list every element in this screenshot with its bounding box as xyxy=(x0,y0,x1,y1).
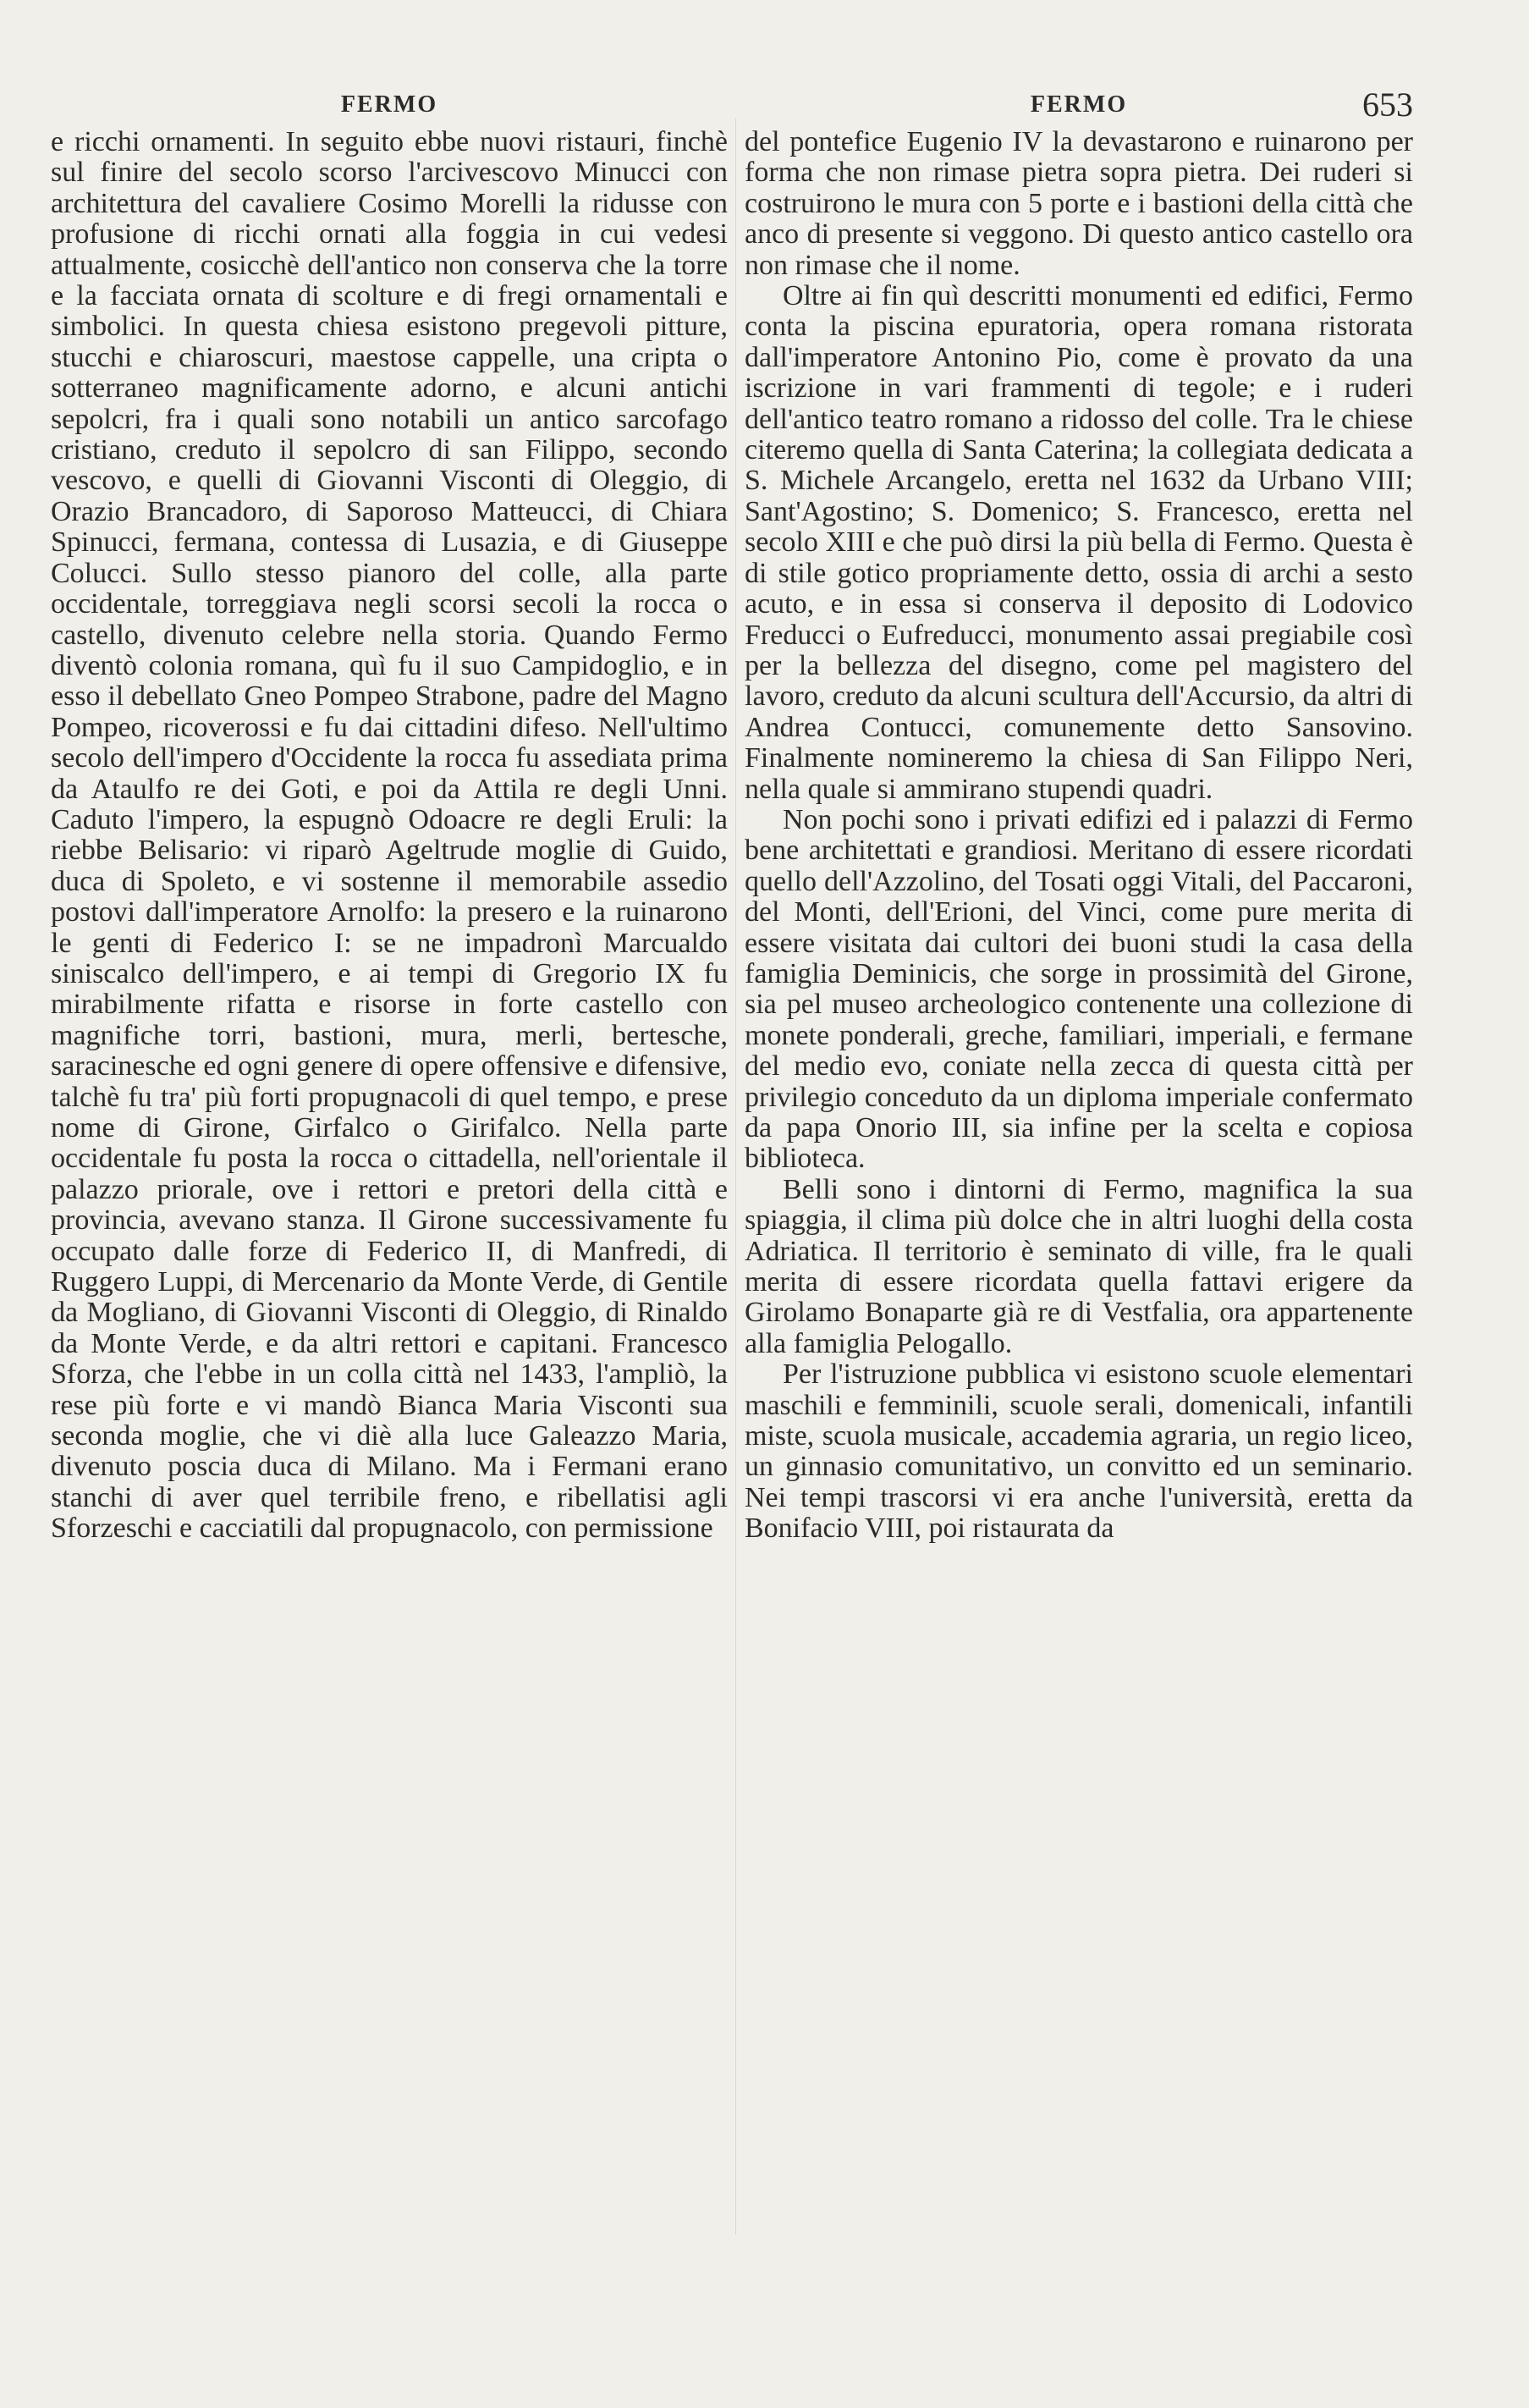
paragraph: Per l'istruzione pubblica vi esistono scuole elementari maschili e femminili, scuole serali, domenicali, infantili miste, scuola musicale, accademia agraria, un regio liceo, un ginnasio comunitativo, un convitto ed un seminario. Nei tempi trascorsi vi era anche l'università, eretta da Bonifacio VIII, poi ristaurata da xyxy=(745,1358,1413,1545)
page-number: 653 xyxy=(1362,85,1413,124)
right-column xyxy=(745,127,1413,1545)
paragraph: Belli sono i dintorni di Fermo, magnifica la sua spiaggia, il clima più dolce che in altri luoghi della costa Adriatica. Il territorio è seminato di ville, fra le quali merita di essere ricordata quella fattavi erigere da Girolamo Bonaparte già re di Vestfalia, ora appartenente alla famiglia Pelogallo. xyxy=(745,1173,1413,1359)
paragraph: Oltre ai fin quì descritti monumenti ed edifici, Fermo conta la piscina epuratoria, opera romana ristorata dall'imperatore Antonino Pio, come è provato da una iscrizione in vari frammenti di tegole; e i ruderi dell'antico teatro romano a ridosso del colle. Tra le chiese citeremo quella di Santa Caterina; la collegiata dedicata a S. Michele Arcangelo, eretta nel 1632 da Urbano VIII; Sant'Agostino; S. Domenico; S. Francesco, eretta nel secolo XIII e che può dirsi la più bella di Fermo. Questa è di stile gotico propriamente detto, ossia di archi a sesto acuto, e in essa si conserva il deposito di Lodovico Freducci o Eufreducci, monumento assai pregiabile così per la bellezza del disegno, come pel magistero del lavoro, creduto da alcuni scultura dell'Accursio, da altri di Andrea Contucci, comunemente detto Sansovino. Finalmente nomineremo la chiesa di San Filippo Neri, nella quale si ammirano stupendi quadri. xyxy=(745,280,1413,805)
running-head-left: FERMO xyxy=(340,91,438,118)
left-column xyxy=(51,127,728,1545)
column-divider xyxy=(735,118,736,2234)
paragraph: e ricchi ornamenti. In seguito ebbe nuovi ristauri, finchè sul finire del secolo scorso l'arcivescovo Minucci con architettura del cavaliere Cosimo Morelli la ridusse con profusione di ricchi ornati alla foggia in cui vedesi attualmente, cosicchè dell'antico non conserva che la torre e la facciata ornata di scolture e di fregi ornamentali e simbolici. In questa chiesa esistono pregevoli pitture, stucchi e chiaroscuri, maestose cappelle, una cripta o sotterraneo magnificamente adorno, e alcuni antichi sepolcri, fra i quali sono notabili un antico sarcofago cristiano, creduto il sepolcro di san Filippo, secondo vescovo, e quelli di Giovanni Visconti di Oleggio, di Orazio Brancadoro, di Saporoso Matteucci, di Chiara Spinucci, fermana, contessa di Lusazia, e di Giuseppe Colucci. Sullo stesso pianoro del colle, alla parte occidentale, torreggiava negli scorsi secoli la rocca o castello, divenuto celebre nella storia. Quando Fermo diventò colonia romana, quì fu il suo Campidoglio, e in esso il debellato Gneo Pompeo Strabone, padre del Magno Pompeo, ricoverossi e fu dai cittadini difeso. Nell'ultimo secolo dell'impero d'Occidente la rocca fu assediata prima da Ataulfo re dei Goti, e poi da Attila re degli Unni. Caduto l'impero, la espugnò Odoacre re degli Eruli: la riebbe Belisario: vi riparò Ageltrude moglie di Guido, duca di Spoleto, e vi sostenne il memorabile assedio postovi dall'imperatore Arnolfo: la presero e la ruinarono le genti di Federico I: se ne impadronì Marcualdo siniscalco dell'impero, e ai tempi di Gregorio IX fu mirabilmente rifatta e risorse in forte castello con magnifiche torri, bastioni, mura, merli, bertesche, saracinesche ed ogni genere di opere offensive e difensive, talchè fu tra' più forti propugnacoli di quel tempo, e prese nome di Girone, Girfalco o Girifalco. Nella parte occidentale fu posta la rocca o cittadella, nell'orientale il palazzo priorale, ove i rettori e pretori della città e provincia, avevano stanza. Il Girone successivamente fu occupato dalle forze di Federico II, di Manfredi, di Ruggero Luppi, di Mercenario da Monte Verde, di Gentile da Mogliano, di Giovanni Visconti di Oleggio, di Rinaldo da Monte Verde, e da altri rettori e capitani. Francesco Sforza, che l'ebbe in un colla città nel 1433, l'ampliò, la rese più forte e vi mandò Bianca Maria Visconti sua seconda moglie, che vi diè alla luce Galeazzo Maria, divenuto poscia duca di Milano. Ma i Fermani erano stanchi di aver quel terribile freno, e ribellatisi agli Sforzeschi e cacciatili dal propugnacolo, con permissione xyxy=(51,126,728,1545)
right-header xyxy=(745,85,1413,127)
running-head-right: FERMO xyxy=(1030,91,1128,118)
paragraph: Non pochi sono i privati edifizi ed i palazzi di Fermo bene architettati e grandiosi. Meritano di essere ricordati quello dell'Azzolino, del Tosati oggi Vitali, del Paccaroni, del Monti, dell'Erioni, del Vinci, come pure merita di essere visitata dai cultori dei buoni studi la casa della famiglia Deminicis, che sorge in prossimità del Girone, sia pel museo archeologico contenente una collezione di monete ponderali, greche, familiari, imperiali, e fermane del medio evo, coniate nella zecca di questa città per privilegio conceduto da un diploma imperiale confermato da papa Onorio III, sia infine per la scelta e copiosa biblioteca. xyxy=(745,803,1413,1175)
paragraph: del pontefice Eugenio IV la devastarono e ruinarono per forma che non rimase pietra sopra pietra. Dei ruderi si costruirono le mura con 5 porte e i bastioni della città che anco di presente si veggono. Di questo antico castello ora non rimase che il nome. xyxy=(745,126,1413,281)
left-header xyxy=(51,85,728,127)
